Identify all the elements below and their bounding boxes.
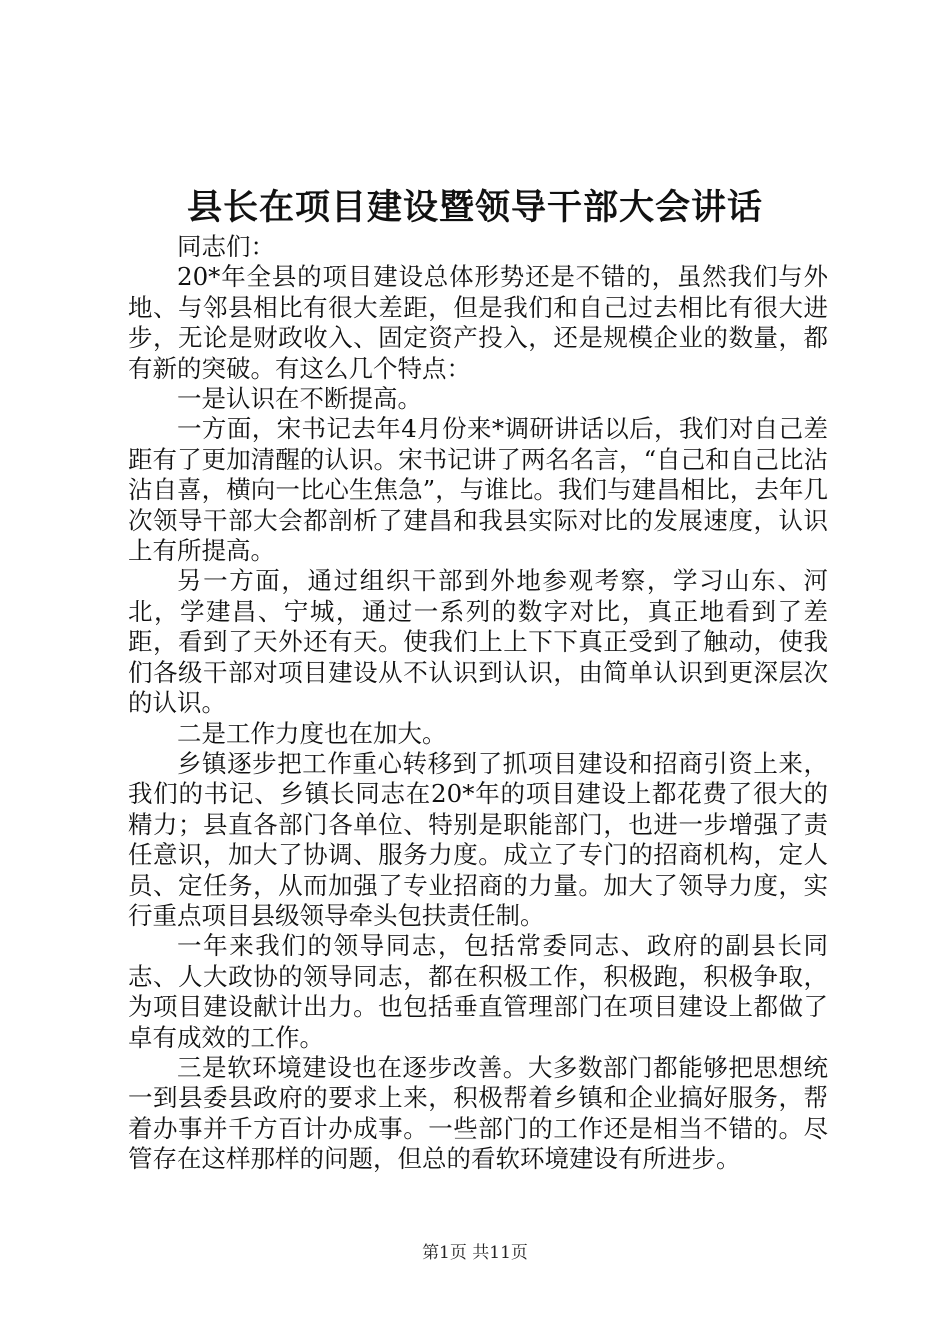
- paragraph-two-townships: 乡镇逐步把工作重心转移到了抓项目建设和招商引资上来，我们的书记、乡镇长同志在20*年的项目建设上都花费了很大的精力；县直各部门各单位、特别是职能部门，也进一步增强了责任意识，加大了协调、服务力度。成立了专门的招商机构，定人员、定任务，从而加强了专业招商的力量。加大了领导力度，实行重点项目县级领导牵头包扶责任制。: [128, 748, 828, 930]
- document-body: [128, 232, 828, 1175]
- paragraph-point-three: 三是软环境建设也在逐步改善。大多数部门都能够把思想统一到县委县政府的要求上来，积极帮着乡镇和企业搞好服务，帮着办事并千方百计办成事。一些部门的工作还是相当不错的。尽管存在这样那样的问题，但总的看软环境建设有所进步。: [128, 1052, 828, 1174]
- heading-point-two: 二是工作力度也在加大。: [177, 718, 447, 748]
- salutation: 同志们：: [177, 232, 275, 261]
- paragraph-one-aspect-two: 另一方面，通过组织干部到外地参观考察，学习山东、河北，学建昌、宁城，通过一系列的数字对比，真正地看到了差距，看到了天外还有天。使我们上上下下真正受到了触动，使我们各级干部对项目建设从不认识到认识，由简单认识到更深层次的认识。: [128, 566, 828, 718]
- heading-point-one: 一是认识在不断提高。: [177, 384, 422, 414]
- paragraph-intro: 20*年全县的项目建设总体形势还是不错的，虽然我们与外地、与邻县相比有很大差距，但是我们和自己过去相比有很大进步，无论是财政收入、固定资产投入，还是规模企业的数量，都有新的突破。有这么几个特点：: [128, 262, 828, 383]
- paragraph-two-leaders: 一年来我们的领导同志，包括常委同志、政府的副县长同志、人大政协的领导同志，都在积极工作，积极跑，积极争取，为项目建设献计出力。也包括垂直管理部门在项目建设上都做了卓有成效的工作。: [128, 931, 828, 1052]
- document-title: 县长在项目建设暨领导干部大会讲话: [186, 187, 763, 228]
- page-footer: 第1页 共11页: [422, 1243, 528, 1263]
- paragraph-one-aspect-one: 一方面，宋书记去年4月份来*调研讲话以后，我们对自己差距有了更加清醒的认识。宋书记讲了两名名言，“自己和自己比沾沾自喜，横向一比心生焦急”，与谁比。我们与建昌相比，去年几次领导干部大会都剖析了建昌和我县实际对比的发展速度，认识上有所提高。: [128, 414, 828, 566]
